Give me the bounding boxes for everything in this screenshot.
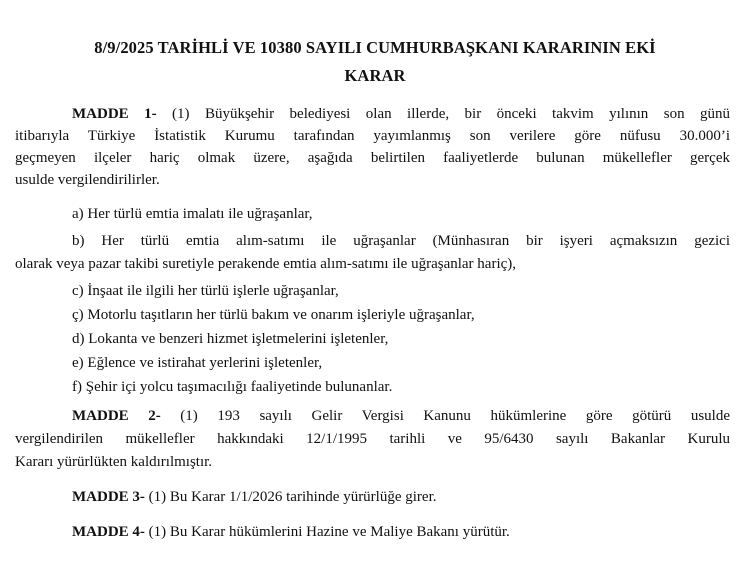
madde-1-item-b-line-2: olarak veya pazar takibi suretiyle perakende emtia alım-satımı ile uğraşanlar hariç),	[15, 256, 517, 272]
madde-1-line-2: itibarıyla Türkiye İstatistik Kurumu tarafından yayımlanmış son verilere göre nüfusu 30.000’i	[15, 128, 730, 144]
madde-3-label: MADDE 3-	[72, 489, 145, 505]
madde-2-text: (1) 193 sayılı Gelir Vergisi Kanunu hükümlerine göre götürü usulde	[160, 408, 731, 424]
madde-4-text: (1) Bu Karar hükümlerini Hazine ve Maliye Bakanı yürütür.	[144, 524, 510, 540]
madde-2-line-3: Kararı yürürlükten kaldırılmıştır.	[15, 454, 213, 470]
madde-2-label: MADDE 2-	[72, 408, 161, 424]
madde-1-item-d: d) Lokanta ve benzeri hizmet işletmelerini işletenler,	[72, 331, 389, 347]
madde-1-item-b-line-1: b) Her türlü emtia alım-satımı ile uğraşanlar (Münhasıran bir işyeri açmaksızın gezici	[72, 233, 730, 249]
madde-2-line-1	[72, 405, 730, 427]
madde-1-line-3: geçmeyen ilçeler hariç olmak üzere, aşağıda belirtilen faaliyetlerde bulunan mükellefler gerçek	[15, 150, 730, 166]
madde-1-item-cc: ç) Motorlu taşıtların her türlü bakım ve onarım işleriyle uğraşanlar,	[72, 307, 475, 323]
madde-3-text: (1) Bu Karar 1/1/2026 tarihinde yürürlüğe girer.	[144, 489, 437, 505]
madde-1-item-a: a) Her türlü emtia imalatı ile uğraşanlar,	[72, 206, 313, 222]
madde-1-item-e: e) Eğlence ve istirahat yerlerini işletenler,	[72, 355, 323, 371]
madde-3-line	[72, 486, 730, 508]
document-title-line-1: 8/9/2025 TARİHLİ VE 10380 SAYILI CUMHURBAŞKANI KARARININ EKİ	[94, 38, 656, 57]
madde-1-text: (1) Büyükşehir belediyesi olan illerde, bir önceki takvim yılının son günü	[156, 106, 731, 122]
madde-1-line-1	[72, 103, 730, 125]
madde-1-item-c: c) İnşaat ile ilgili her türlü işlerle uğraşanlar,	[72, 283, 339, 299]
madde-4-line	[72, 521, 730, 543]
madde-1-label: MADDE 1-	[72, 106, 157, 122]
document-title-line-2: KARAR	[344, 66, 406, 85]
madde-1-line-4: usulde vergilendirilirler.	[15, 172, 160, 188]
madde-2-line-2: vergilendirilen mükellefler hakkındaki 12/1/1995 tarihli ve 95/6430 sayılı Bakanlar Kurulu	[15, 431, 730, 447]
madde-1-item-f: f) Şehir içi yolcu taşımacılığı faaliyetinde bulunanlar.	[72, 379, 393, 395]
madde-4-label: MADDE 4-	[72, 524, 145, 540]
